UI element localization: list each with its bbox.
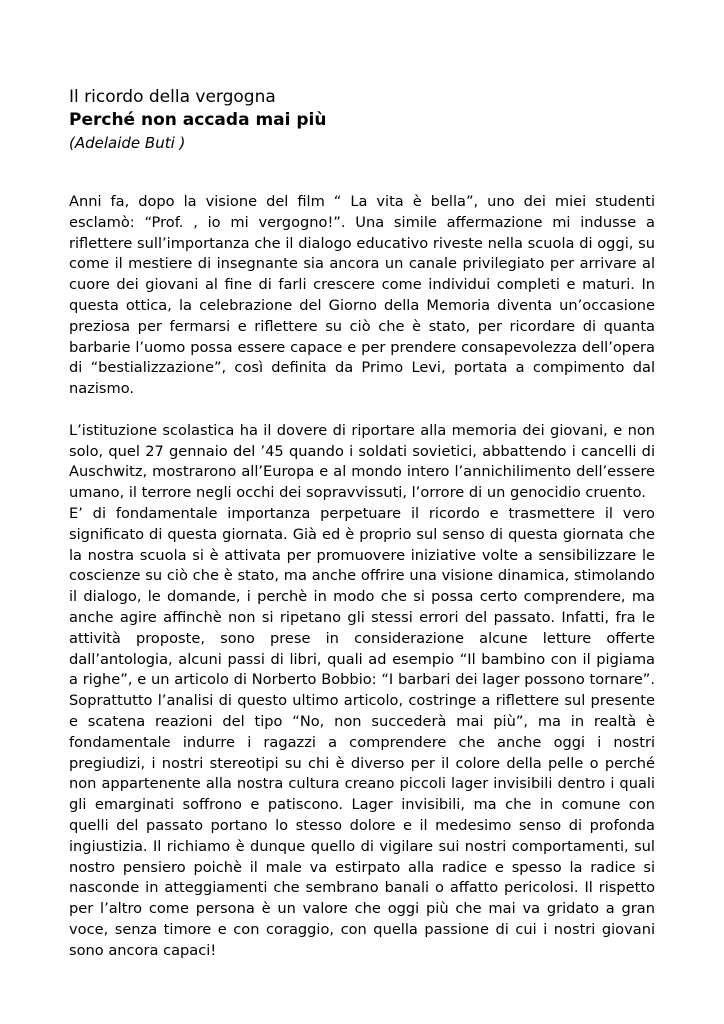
paragraph-2: L’istituzione scolastica ha il dovere di riportare alla memoria dei giovani, e non solo, quel 27 gennaio del ’45 quando i soldati sovietici, abbattendo i cancelli di Auschwitz, mostrarono all’Europa e al mondo intero l’annichilimento dell’essere umano, il terrore negli occhi dei sopravvissuti, l’orrore di un genocidio cruento.: [69, 421, 655, 502]
document-subtitle: Perché non accada mai più: [69, 110, 327, 130]
document-author: (Adelaide Buti ): [69, 134, 186, 152]
document-body: [69, 192, 655, 961]
paragraph-1: Anni fa, dopo la visione del film “ La vita è bella”, uno dei miei studenti esclamò: “Prof. , io mi vergogno!”. Una simile affermazione mi indusse a riflettere sull’importanza che il dialogo educativo riveste nella scuola di oggi, su come il mestiere di insegnante sia ancora un canale privilegiato per arrivare al cuore dei giovani al fine di farli crescere come individui completi e maturi. In questa ottica, la celebrazione del Giorno della Memoria diventa un’occasione preziosa per fermarsi e riflettere su ciò che è stato, per ricordare di quanta barbarie l’uomo possa essere capace e per prendere consapevolezza dell’opera di “bestializzazione”, così definita da Primo Levi, portata a compimento dal nazismo.: [69, 193, 655, 398]
paragraph-3: E’ di fondamentale importanza perpetuare il ricordo e trasmettere il vero significato di questa giornata. Già ed è proprio sul senso di questa giornata che la nostra scuola si è attivata per promuovere iniziative volte a sensibilizzare le coscienze su ciò che è stato, ma anche offrire una visione dinamica, stimolando il dialogo, le domande, i perchè in modo che si possa certo comprendere, ma anche agire affinchè non si ripetano gli stessi errori del passato. Infatti, fra le attività proposte, sono prese in considerazione alcune letture offerte dall’antologia, alcuni passi di libri, quali ad esempio “Il bambino con il pigiama a righe”, e un articolo di Norberto Bobbio: “I barbari dei lager possono tornare”. Soprattutto l’analisi di questo ultimo articolo, costringe a riflettere sul presente e scatena reazioni del tipo “No, non succederà mai più”, ma in realtà è fondamentale indurre i ragazzi a comprendere che anche oggi i nostri pregiudizi, i nostri stereotipi su chi è diverso per il colore della pelle o perché non appartenente alla nostra cultura creano piccoli lager invisibili dentro i quali gli emarginati soffrono e patiscono. Lager invisibili, ma che in comune con quelli del passato portano lo stesso dolore e il medesimo senso di profonda ingiustizia. Il richiamo è dunque quello di vigilare sui nostri comportamenti, sul nostro pensiero poichè il male va estirpato alla radice e spesso la radice si nasconde in atteggiamenti che sembrano banali o affatto pericolosi. Il rispetto per l’altro come persona è un valore che oggi più che mai va gridato a gran voce, senza timore e con coraggio, con quella passione di cui i nostri giovani sono ancora capaci!: [69, 504, 655, 959]
document-page: [69, 86, 655, 961]
document-title: Il ricordo della vergogna: [69, 87, 276, 107]
